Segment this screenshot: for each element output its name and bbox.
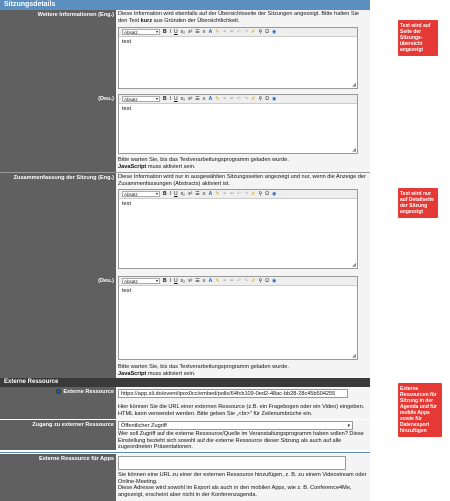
editor-toolbar	[119, 190, 357, 199]
format-select[interactable]: Absatz ▾	[122, 96, 160, 102]
undo-icon[interactable]: ↶	[236, 191, 242, 197]
redo-icon[interactable]: ↷	[244, 29, 249, 35]
numbered-list-icon[interactable]: ≡	[202, 278, 206, 284]
text-color-icon[interactable]: A	[208, 191, 213, 197]
weitere-editor-de[interactable]	[118, 94, 358, 154]
unlink-icon[interactable]: ⚮	[229, 278, 234, 284]
zusammenfassung-wait-text: Bitte warten Sie, bis das Textverarbeitungsprogramm geladen wurde. JavaScript muss aktiviert sein.	[118, 364, 289, 377]
editor-text: test	[122, 39, 132, 45]
superscript-button[interactable]: x²	[188, 96, 193, 102]
superscript-button[interactable]: x²	[188, 191, 193, 197]
link-icon[interactable]: ⚭	[222, 29, 227, 35]
section-title: Sitzungsdetails	[0, 0, 370, 10]
apps-label: Externe Ressource für Apps	[0, 454, 116, 501]
format-select[interactable]: Absatz ▾	[122, 29, 160, 35]
special-char-button[interactable]: Ω	[265, 191, 269, 197]
numbered-list-icon[interactable]: ≡	[202, 29, 206, 35]
clean-icon[interactable]: ✐	[251, 278, 256, 284]
undo-icon[interactable]: ↶	[236, 278, 242, 284]
weitere-label: Weitere Informationen (Eng.)	[0, 10, 116, 172]
weitere-deu-label: (Deu.)	[98, 96, 114, 102]
help-icon[interactable]: ◉	[271, 96, 277, 102]
text-color-icon[interactable]: A	[208, 278, 213, 284]
text-color-icon[interactable]: A	[208, 29, 213, 35]
editor-text: test	[122, 288, 132, 294]
special-char-button[interactable]: Ω	[265, 29, 269, 35]
redo-icon[interactable]: ↷	[244, 96, 249, 102]
redo-icon[interactable]: ↷	[244, 278, 249, 284]
zusammenfassung-editor-de[interactable]	[118, 276, 358, 360]
superscript-button[interactable]: x²	[188, 278, 193, 284]
underline-button[interactable]: U	[174, 29, 178, 35]
unlink-icon[interactable]: ⚮	[229, 191, 234, 197]
text-color-icon[interactable]: A	[208, 96, 213, 102]
help-icon[interactable]: ◉	[271, 278, 277, 284]
italic-button[interactable]: I	[169, 29, 172, 35]
underline-button[interactable]: U	[174, 191, 178, 197]
highlight-icon[interactable]: ✎	[215, 191, 220, 197]
editor-toolbar	[119, 277, 357, 286]
link-icon[interactable]: ⚭	[222, 96, 227, 102]
link-icon[interactable]: ⚭	[222, 191, 227, 197]
weitere-description: Diese Information wird ebenfalls auf der Übersichtsseite der Sitzungen angezeigt. Bitte halten Sie den Text kurz aus Gründen der Übersichtlichkeit.	[118, 11, 359, 24]
access-label: Zugang zu externer Ressource	[0, 420, 116, 450]
extern-description: Hier können Sie die URL einer externen Ressource (z.B. ein Fragebogen oder ein Video) eingeben. HTML kann verwendet werden. Bitte geben Sie „<br>" für Zeilenumbrüche ein.	[118, 404, 365, 417]
apps-description: Sie können eine URL zu einer der externen Ressource hinzufügen, z. B. zu einem Videostream oder Online-Meeting. Diese Adresse wird sowohl im Export als auch in den mobilen Apps, wie z. B. Conference4Me, angezeigt, erscheint aber nicht in der Konferenzagenda.	[118, 472, 367, 498]
superscript-button[interactable]: x²	[188, 29, 193, 35]
clean-icon[interactable]: ✐	[251, 96, 256, 102]
format-select[interactable]: Absatz ▾	[122, 278, 160, 284]
zusammenfassung-editor-en[interactable]	[118, 189, 358, 269]
redo-icon[interactable]: ↷	[244, 191, 249, 197]
subscript-button[interactable]: x₂	[180, 278, 186, 284]
resize-grip-icon[interactable]: ◢	[352, 82, 356, 88]
help-icon[interactable]: ◉	[271, 191, 277, 197]
undo-icon[interactable]: ↶	[236, 29, 242, 35]
find-icon[interactable]: ⚲	[258, 278, 263, 284]
access-select[interactable]: Öffentlicher Zugriff ▾	[118, 421, 353, 430]
highlight-icon[interactable]: ✎	[215, 278, 220, 284]
note-detail: Text wird nur auf Detailseite der Sitzung angezeigt	[398, 188, 438, 218]
weitere-editor-en[interactable]	[118, 27, 358, 89]
format-select[interactable]: Absatz ▾	[122, 191, 160, 197]
extern-label: Externe Ressource	[0, 387, 116, 419]
subscript-button[interactable]: x₂	[180, 96, 186, 102]
zusammenfassung-deu-label: (Deu.)	[98, 278, 114, 284]
undo-icon[interactable]: ↶	[236, 96, 242, 102]
clean-icon[interactable]: ✐	[251, 191, 256, 197]
italic-button[interactable]: I	[169, 278, 172, 284]
extern-url-input[interactable]: https://app.sli.do/event/ipox0cc/embed/polls/64fcb109-0ed2-48ac-bb28-28c45b504255	[118, 389, 348, 398]
extern-section-header: Externe Ressource	[0, 378, 370, 387]
find-icon[interactable]: ⚲	[258, 191, 263, 197]
find-icon[interactable]: ⚲	[258, 96, 263, 102]
resize-grip-icon[interactable]: ◢	[352, 147, 356, 153]
bullet-list-icon[interactable]: ☰	[195, 191, 200, 197]
highlight-icon[interactable]: ✎	[215, 29, 220, 35]
highlight-icon[interactable]: ✎	[215, 96, 220, 102]
help-icon[interactable]: ◉	[271, 29, 277, 35]
resize-grip-icon[interactable]: ◢	[352, 353, 356, 359]
zusammenfassung-description: Diese Information wird nur in ausgewählten Sitzungsseiten angezeigt und nur, wenn die Anzeige der Zusammenfassungen (Abstracts) aktiviert ist.	[118, 174, 366, 187]
bold-button[interactable]: B	[163, 96, 167, 102]
underline-button[interactable]: U	[174, 278, 178, 284]
bullet-list-icon[interactable]: ☰	[195, 29, 200, 35]
italic-button[interactable]: I	[169, 96, 172, 102]
find-icon[interactable]: ⚲	[258, 29, 263, 35]
editor-text: test	[122, 106, 132, 112]
clean-icon[interactable]: ✐	[251, 29, 256, 35]
italic-button[interactable]: I	[169, 191, 172, 197]
bold-button[interactable]: B	[163, 191, 167, 197]
subscript-button[interactable]: x₂	[180, 29, 186, 35]
editor-toolbar	[119, 95, 357, 104]
unlink-icon[interactable]: ⚮	[229, 29, 234, 35]
bold-button[interactable]: B	[163, 29, 167, 35]
bold-button[interactable]: B	[163, 278, 167, 284]
underline-button[interactable]: U	[174, 96, 178, 102]
numbered-list-icon[interactable]: ≡	[202, 191, 206, 197]
numbered-list-icon[interactable]: ≡	[202, 96, 206, 102]
access-description: Wer soll Zugriff auf die externe Ressource/Quelle im Veranstaltungsprogramm haben sollen? Diese Einstellung bezieht sich sowohl auf die externe Ressource dieser Sitzung als auch auf alle zugeordneten Präsentationen.	[118, 431, 364, 450]
special-char-button[interactable]: Ω	[265, 278, 269, 284]
resize-grip-icon[interactable]: ◢	[352, 262, 356, 268]
note-external: Externe Ressourcen für Sitzung in der Agenda und für mobile Apps sowie für Datenexport hinzufügen	[398, 383, 442, 437]
bullet-list-icon[interactable]: ☰	[195, 96, 200, 102]
unlink-icon[interactable]: ⚮	[229, 96, 234, 102]
divider	[0, 452, 370, 453]
link-icon[interactable]: ⚭	[222, 278, 227, 284]
editor-text: test	[122, 201, 132, 207]
apps-url-input[interactable]	[118, 456, 346, 470]
bullet-list-icon[interactable]: ☰	[195, 278, 200, 284]
subscript-button[interactable]: x₂	[180, 191, 186, 197]
zusammenfassung-label: Zusammenfassung der Sitzung (Eng.)	[0, 173, 116, 378]
special-char-button[interactable]: Ω	[265, 96, 269, 102]
editor-toolbar	[119, 28, 357, 37]
weitere-wait-text: Bitte warten Sie, bis das Textverarbeitungsprogramm geladen wurde. JavaScript muss aktiviert sein.	[118, 157, 289, 170]
extern-radio[interactable]	[56, 389, 61, 394]
note-overview: Text wird auf Seite der Sitzungs-übersicht angezeigt	[398, 20, 438, 56]
